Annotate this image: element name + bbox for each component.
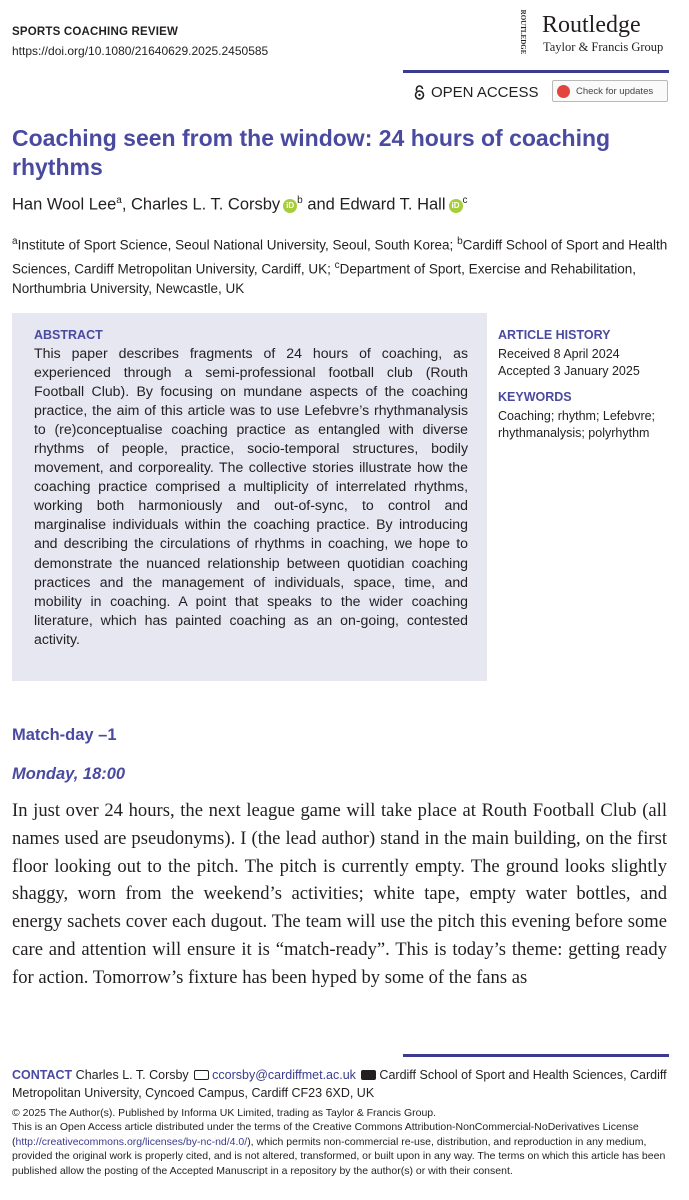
- check-updates-icon: [557, 85, 570, 98]
- publisher-logo[interactable]: [506, 8, 676, 60]
- section-heading: Match-day –1: [12, 726, 117, 744]
- abstract-text: This paper describes fragments of 24 hours of coaching, as experienced through a semi-professional football club (Routh Football Club). By focusing on mundane aspects of the coaching practice, the aim of this article was to use Lefebvre’s rhythmanalysis to (re)conceptualise coaching practice as entangled with diverse rhythms of people, practice, socio-temporal structures, bodily movement, and corporeality. The collective stories illustrate how the coaching practice comprised a multiplicity of interrelated rhythms, working both harmoniously and out-of-sync, to control and marginalise individuals within the coaching practice. By introducing and describing the circulations of rhythms in coaching, we hope to demonstrate the nuanced relationship between quotidian coaching practices and the management of individuals, space, time, and mobility in coaching. A point that speaks to the wider coaching literature, which has painted coaching as an on-going, contested activity.: [34, 345, 468, 647]
- body-paragraph: In just over 24 hours, the next league game will take place at Routh Football Club (all names used are pseudonyms). I (the lead author) stand in the main building, on the first floor looking out to the pitch. The pitch is currently empty. The ground looks slightly shaggy, worn from the weekend’s activities; white tape, empty water bottles, and energy sachets cover each dugout. The team will use the pitch this evening before some care and attention will ensure it is “match-ready”. This is today’s theme: getting ready for action. Tomorrow’s fixture has been hyped by some of the fans as: [12, 800, 667, 988]
- contact-email-link[interactable]: ccorsby@cardiffmet.ac.uk: [212, 1068, 356, 1082]
- subsection-heading: Monday, 18:00: [12, 765, 126, 783]
- doi-link[interactable]: https://doi.org/10.1080/21640629.2025.2450585: [12, 44, 269, 58]
- check-updates-label: Check for updates: [576, 85, 654, 97]
- keywords-list: Coaching; rhythm; Lefebvre; rhythmanalysis; polyrhythm: [498, 409, 656, 440]
- abstract-heading: ABSTRACT: [34, 328, 103, 342]
- license-notice: [12, 1106, 680, 1178]
- open-lock-icon: [414, 85, 425, 100]
- article-history: [498, 346, 640, 380]
- copyright-line: © 2025 The Author(s). Published by Informa UK Limited, trading as Taylor & Francis Group.: [12, 1107, 437, 1119]
- author-affil-sup: a: [116, 195, 122, 206]
- open-access-badge: [414, 84, 539, 101]
- license-text: This is an Open Access article distributed under the terms of the Creative Commons Attribution-NonCommercial-NoDerivatives License (http://creativecommons.org/licenses/by-nc-nd/4.0/), which permits non-commercial re-use, distribution, and reproduction in any medium, provided the original work is properly cited, and is not altered, transformed, or built upon in any way. The terms on which this article has been published allow the posting of the Accepted Manuscript in a repository by the author(s) or with their consent.: [12, 1121, 666, 1177]
- publisher-name: Routledge: [542, 12, 641, 38]
- received-date: Received 8 April 2024: [498, 347, 620, 361]
- author-affil-sup: b: [297, 195, 303, 206]
- article-history-heading: ARTICLE HISTORY: [498, 328, 611, 342]
- contact-name: Charles L. T. Corsby: [75, 1068, 189, 1082]
- affiliations: $^a$Institute of Sport Science, Seoul National University, Seoul, South Korea; $^b$Cardiff School of Sport and Health Sciences, Cardiff Metropolitan University, Cardiff, UK; $^c$Department of Sport, Exercise and Rehabilitation, Northumbria University, Newcastle, UK: [12, 236, 668, 296]
- open-access-label: OPEN ACCESS: [431, 84, 539, 101]
- header-rule: [403, 70, 669, 73]
- article-title: Coaching seen from the window: 24 hours of coaching rhythms: [12, 125, 611, 180]
- orcid-icon[interactable]: iD: [283, 199, 297, 213]
- email-icon: [194, 1070, 209, 1080]
- logo-vertical-text: ROUTLEDGE: [519, 9, 527, 55]
- routledge-logo-icon: [506, 8, 536, 56]
- contact-info: [12, 1066, 674, 1102]
- contact-label: CONTACT: [12, 1068, 73, 1082]
- address-icon: [361, 1070, 376, 1080]
- author-name: Han Wool Lee: [12, 195, 117, 214]
- author-name: Charles L. T. Corsby: [131, 195, 281, 214]
- accepted-date: Accepted 3 January 2025: [498, 364, 640, 378]
- author-name: Edward T. Hall: [339, 195, 446, 214]
- orcid-icon[interactable]: iD: [449, 199, 463, 213]
- contact-address: Cardiff School of Sport and Health Sciences, Cardiff Metropolitan University, Cyncoed Campus, Cardiff CF23 6XD, UK: [12, 1068, 667, 1100]
- publisher-subtitle: Taylor & Francis Group: [543, 40, 664, 54]
- keywords-heading: KEYWORDS: [498, 390, 572, 404]
- check-for-updates-button[interactable]: [552, 80, 668, 102]
- license-link[interactable]: http://creativecommons.org/licenses/by-nc-nd/4.0/: [15, 1135, 248, 1148]
- journal-name: SPORTS COACHING REVIEW: [12, 26, 179, 38]
- author-list: Han Wool Lee$^a$, Charles L. T. Corsby iD $^b$ and Edward T. Hall iD $^c$: [12, 195, 468, 214]
- footer-rule: [403, 1054, 669, 1057]
- author-affil-sup: c: [462, 195, 468, 206]
